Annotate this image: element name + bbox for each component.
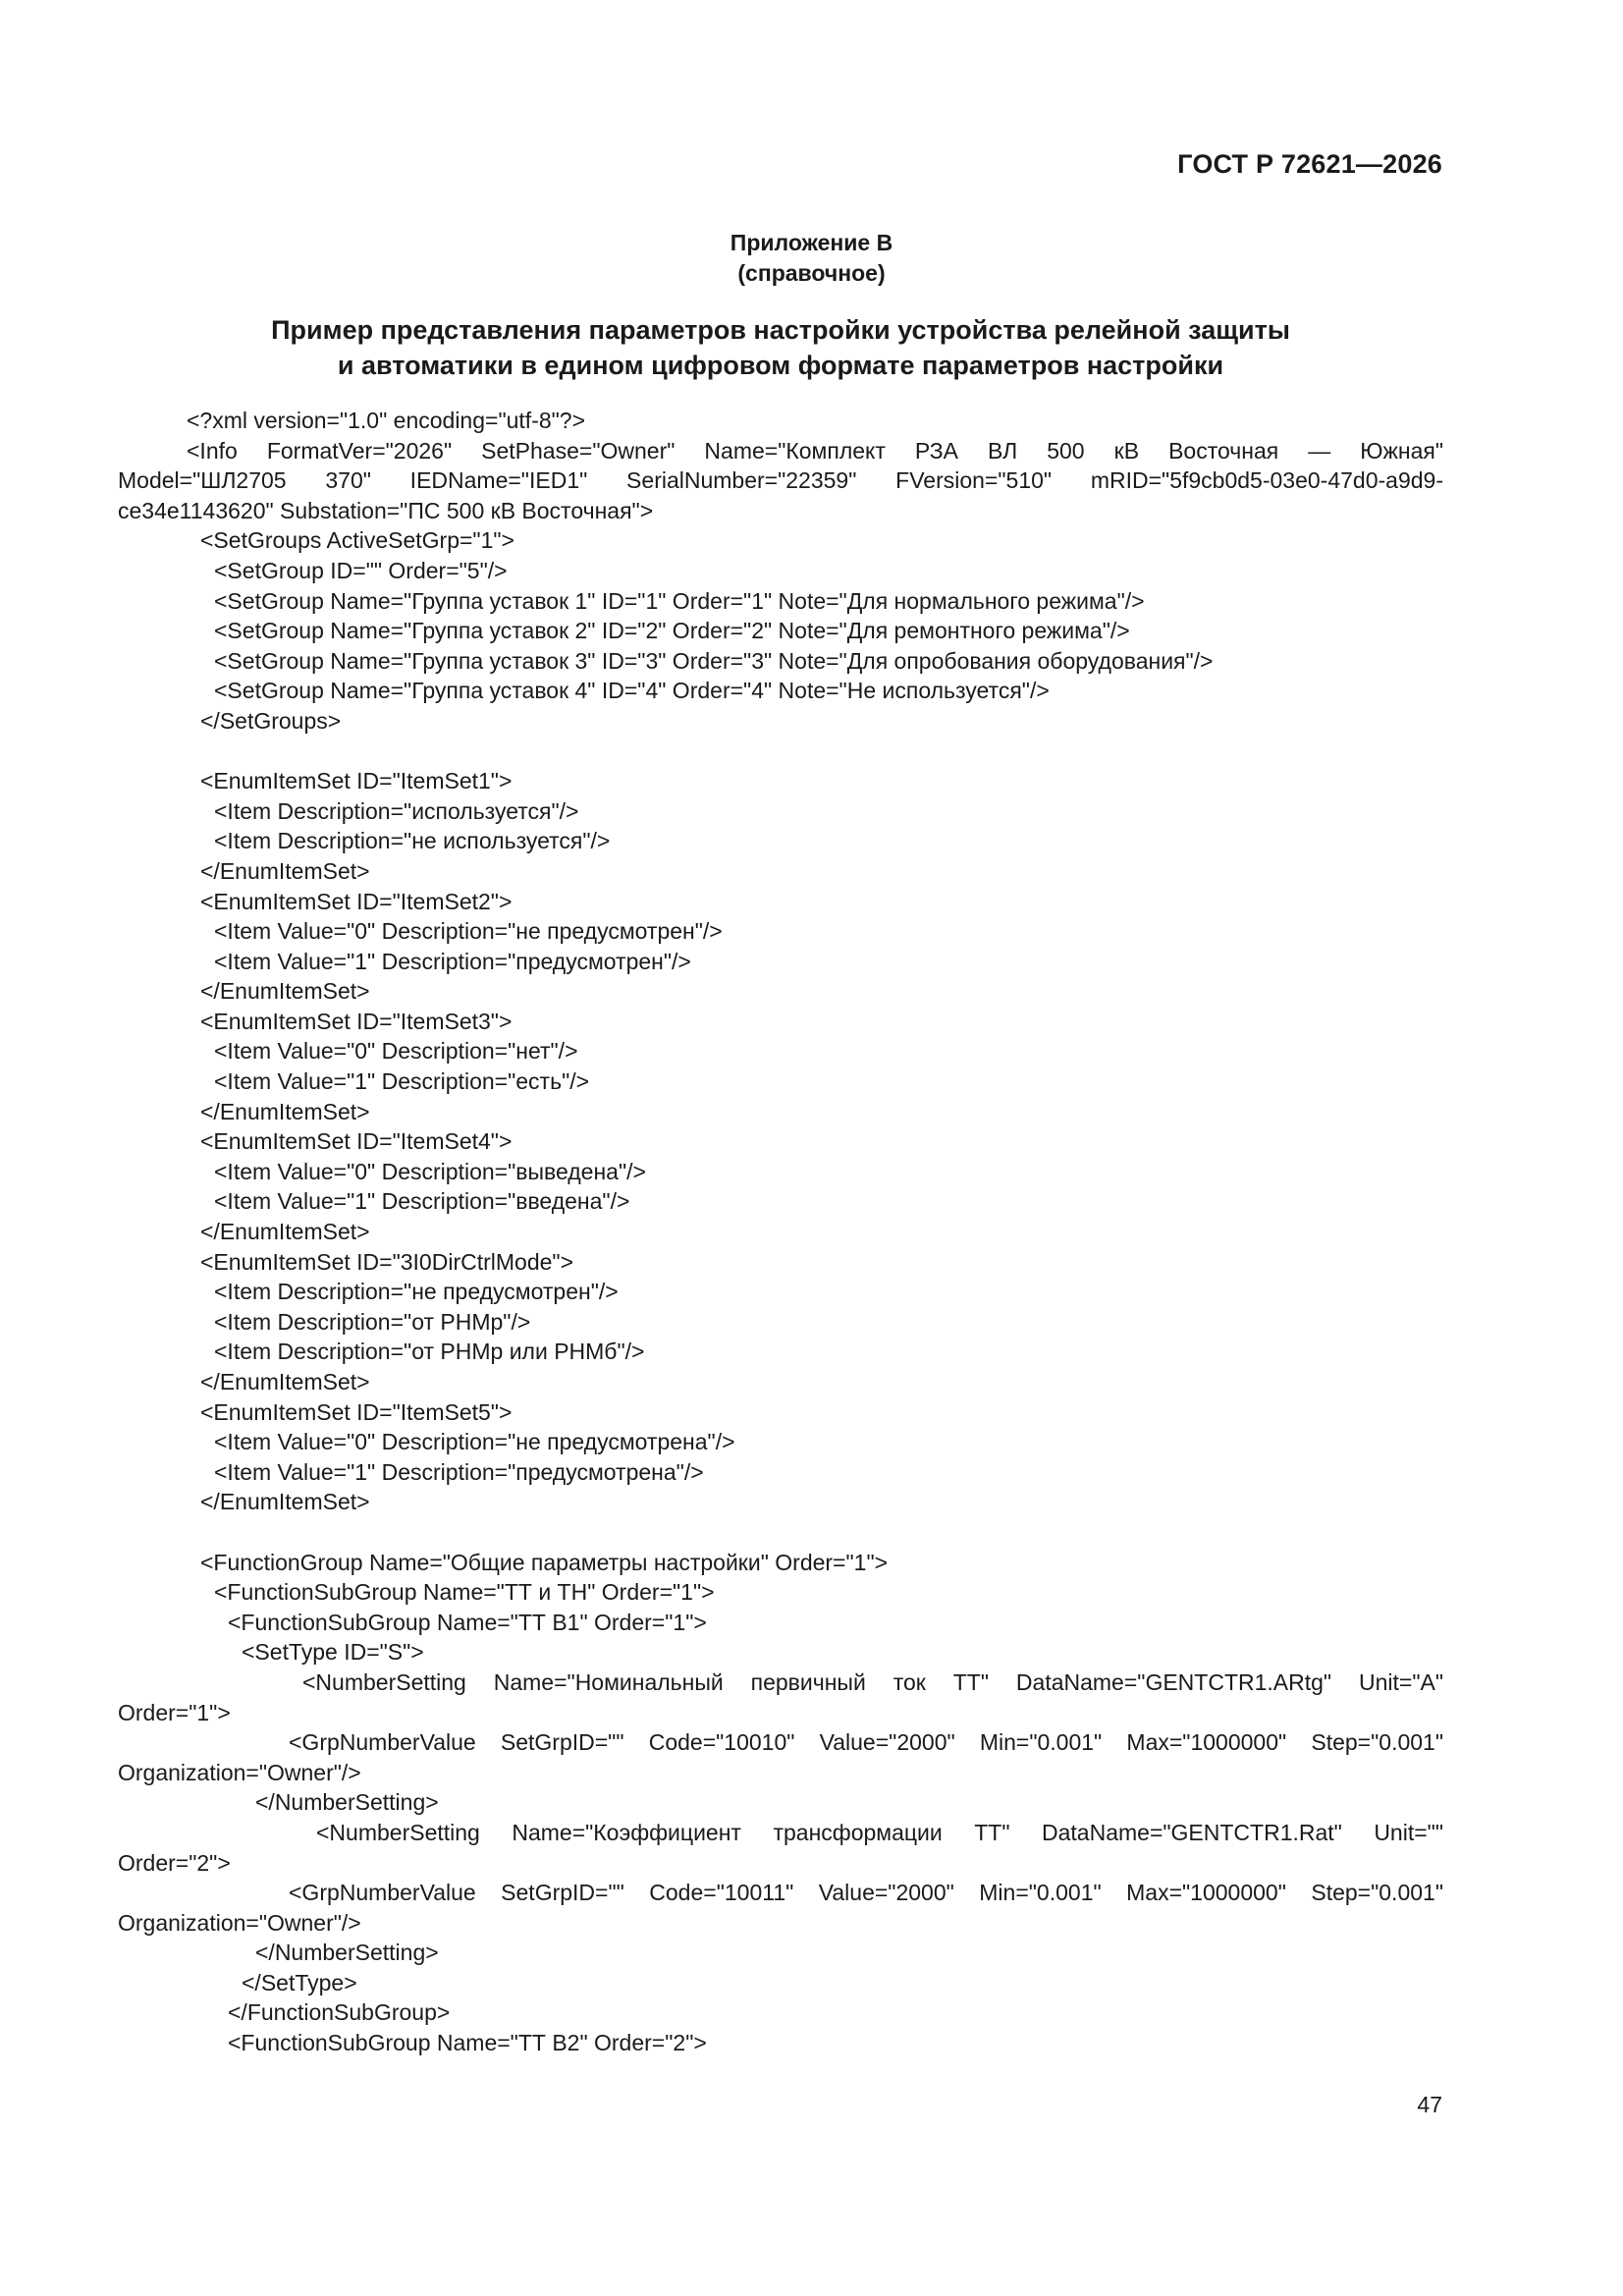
code-line: <Item Value="0" Description="не предусмотрена"/> — [214, 1429, 735, 1455]
code-line: <Item Value="1" Description="предусмотрена"/> — [214, 1458, 704, 1485]
code-line: <Item Value="0" Description="выведена"/> — [214, 1158, 646, 1184]
title-line-1: Пример представления параметров настройки устройства релейной защиты — [271, 315, 1290, 345]
code-line: <SetGroup Name="Группа уставок 1" ID="1" Order="1" Note="Для нормального режима"/> — [214, 587, 1145, 614]
appendix-label: Приложение В — [730, 230, 893, 255]
code-line: <EnumItemSet ID="3I0DirCtrlMode"> — [200, 1248, 574, 1275]
code-line: <FunctionSubGroup Name="ТТ и ТН" Order="1"> — [214, 1579, 715, 1606]
title-line-2: и автоматики в едином цифровом формате параметров настройки — [337, 351, 1224, 380]
code-line: <EnumItemSet ID="ItemSet3"> — [200, 1008, 513, 1034]
code-line: </NumberSetting> — [255, 1940, 439, 1966]
code-line: <Item Value="0" Description="не предусмотрен"/> — [214, 918, 723, 945]
code-line: <Item Description="от РНМр или РНМб"/> — [214, 1339, 645, 1365]
code-line: </NumberSetting> — [255, 1789, 439, 1816]
appendix-heading — [0, 228, 1623, 289]
code-line: </EnumItemSet> — [200, 857, 370, 884]
code-line: <Item Description="используется"/> — [214, 797, 579, 824]
code-line: <Info FormatVer="2026" SetPhase="Owner" Name="Комплект РЗА ВЛ 500 кВ Восточная — Южная" — [187, 437, 1443, 464]
code-line: </EnumItemSet> — [200, 978, 370, 1005]
code-line: Order="2"> — [118, 1849, 231, 1876]
code-line: <GrpNumberValue SetGrpID="" Code="10011" Value="2000" Min="0.001" Max="1000000" Step="0.001" — [289, 1880, 1443, 1906]
code-line: <?xml version="1.0" encoding="utf-8"?> — [187, 408, 586, 433]
standard-code: ГОСТ Р 72621—2026 — [1177, 149, 1442, 179]
code-line: <Item Value="1" Description="введена"/> — [214, 1188, 630, 1215]
code-line: <FunctionSubGroup Name="ТТ В2" Order="2"> — [228, 2030, 707, 2056]
code-line: <NumberSetting Name="Коэффициент трансформации ТТ" DataName="GENTCTR1.Rat" Unit="" — [316, 1819, 1443, 1845]
code-line: <SetGroups ActiveSetGrp="1"> — [200, 527, 514, 554]
code-line: <FunctionSubGroup Name="ТТ В1" Order="1"> — [228, 1609, 707, 1635]
code-line: <EnumItemSet ID="ItemSet4"> — [200, 1128, 513, 1155]
code-line: Organization="Owner"/> — [118, 1909, 361, 1936]
appendix-type: (справочное) — [737, 260, 886, 286]
code-line: </SetType> — [242, 1969, 357, 1995]
code-line: </FunctionSubGroup> — [228, 1999, 451, 2026]
code-line: <SetType ID="S"> — [242, 1639, 424, 1666]
code-line: <GrpNumberValue SetGrpID="" Code="10010" Value="2000" Min="0.001" Max="1000000" Step="0.001" — [289, 1729, 1443, 1756]
code-line: <SetGroup Name="Группа уставок 3" ID="3" Order="3" Note="Для опробования оборудования"/> — [214, 647, 1214, 674]
document-title — [0, 312, 1561, 383]
code-line: <EnumItemSet ID="ItemSet5"> — [200, 1398, 513, 1425]
code-line: <Item Value="0" Description="нет"/> — [214, 1038, 578, 1065]
code-line: <EnumItemSet ID="ItemSet1"> — [200, 768, 513, 794]
code-line: <Item Value="1" Description="есть"/> — [214, 1068, 590, 1095]
code-line: <SetGroup ID="" Order="5"/> — [214, 557, 508, 583]
code-line: </EnumItemSet> — [200, 1219, 370, 1245]
code-line: <Item Description="не предусмотрен"/> — [214, 1279, 619, 1305]
code-line: <EnumItemSet ID="ItemSet2"> — [200, 888, 513, 914]
code-line: <SetGroup Name="Группа уставок 4" ID="4" Order="4" Note="Не используется"/> — [214, 678, 1050, 704]
code-line — [118, 737, 1443, 767]
code-line — [118, 1517, 1443, 1548]
page-number: 47 — [1417, 2092, 1442, 2117]
code-line: <FunctionGroup Name="Общие параметры настройки" Order="1"> — [200, 1549, 889, 1575]
code-line: </EnumItemSet> — [200, 1369, 370, 1394]
code-line: ce34e1143620" Substation="ПС 500 кВ Восточная"> — [118, 497, 654, 523]
code-line: </EnumItemSet> — [200, 1489, 370, 1515]
code-line: <Item Description="от РНМр"/> — [214, 1308, 531, 1335]
code-line: Order="1"> — [118, 1699, 231, 1725]
code-line: </EnumItemSet> — [200, 1098, 370, 1124]
code-line: <SetGroup Name="Группа уставок 2" ID="2" Order="2" Note="Для ремонтного режима"/> — [214, 618, 1130, 644]
code-line: Model="ШЛ2705 370" IEDName="IED1" SerialNumber="22359" FVersion="510" mRID="5f9cb0d5-03e0-47d0-a9d9- — [118, 467, 1443, 494]
code-line: <Item Description="не используется"/> — [214, 828, 611, 854]
code-line: <Item Value="1" Description="предусмотрен"/> — [214, 948, 691, 974]
code-line: <NumberSetting Name="Номинальный первичный ток ТТ" DataName="GENTCTR1.ARtg" Unit="A" — [302, 1668, 1443, 1695]
code-line: Organization="Owner"/> — [118, 1759, 361, 1785]
code-line: </SetGroups> — [200, 707, 342, 734]
xml-listing — [118, 406, 1443, 2058]
